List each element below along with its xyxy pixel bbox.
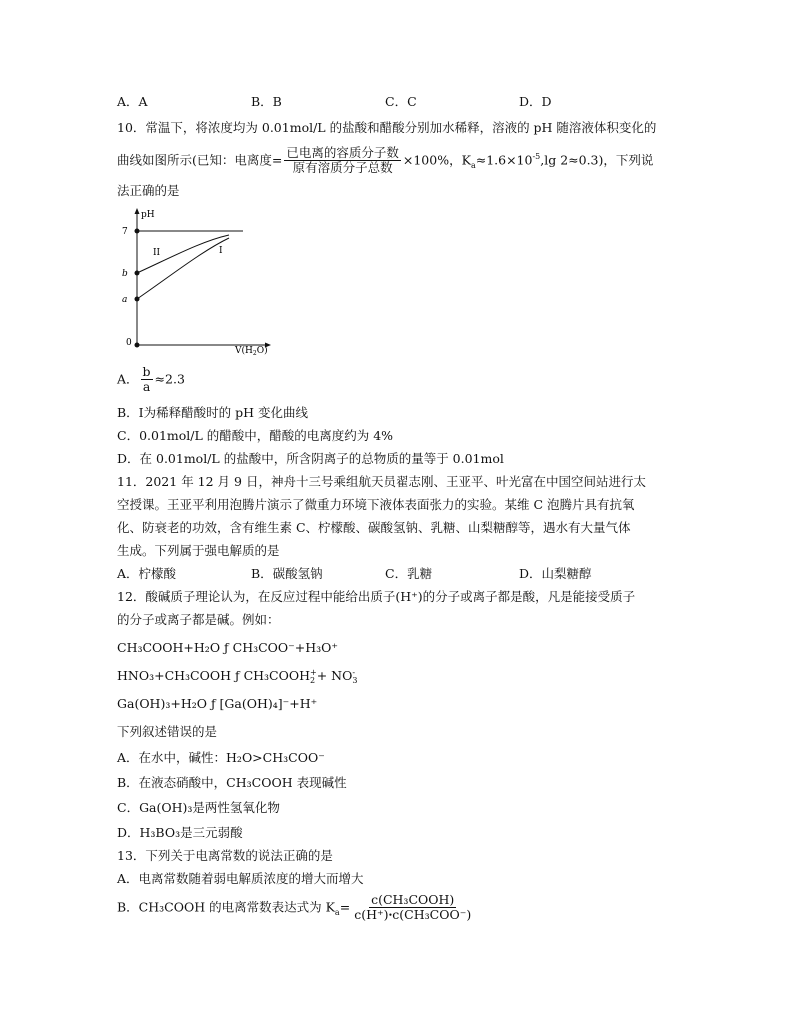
option-text: B．CH₃COOH 的电离常数表达式为 K — [117, 899, 335, 915]
q10-stem-line2 — [117, 146, 653, 176]
tick-a: a — [122, 295, 128, 305]
subscript: 2 — [310, 675, 316, 685]
q12-prompt: 下列叙述错误的是 — [117, 724, 218, 739]
equation-text: + NO — [316, 668, 353, 683]
tick-b: b — [122, 269, 128, 279]
point-a — [135, 297, 140, 302]
ka-subscript: a — [334, 907, 340, 917]
point-7 — [135, 229, 140, 234]
curve-i — [137, 238, 229, 299]
q12-equation-1: CH₃COOH+H₂O ƒ CH₃COO⁻+H₃O⁺ — [117, 640, 339, 655]
q10-stem-line3: 法正确的是 — [117, 183, 180, 198]
point-b — [135, 271, 140, 276]
q10-text: ×100%，K — [402, 152, 471, 168]
tick-7: 7 — [122, 227, 128, 237]
q12-equation-2 — [117, 668, 357, 685]
q11-stem-line1: 11．2021 年 12 月 9 日，神舟十三号乘组航天员翟志刚、王亚平、叶光富在中国空间站进行太 — [117, 474, 646, 489]
fraction-denominator: a — [142, 379, 151, 395]
q9-option-b[interactable]: B．B — [251, 94, 282, 109]
q11-stem-line3: 化、防衰老的功效，含有维生素 C、柠檬酸、碳酸氢钠、乳糖、山梨糖醇等，遇水有大量气体 — [117, 520, 631, 535]
q13-option-b[interactable] — [117, 893, 475, 923]
q11-option-a[interactable]: A．柠檬酸 — [117, 566, 177, 581]
q12-option-c[interactable]: C．Ga(OH)₃是两性氢氧化物 — [117, 800, 280, 815]
curve-ii-label: II — [153, 248, 161, 258]
y-axis-label: pH — [141, 210, 155, 220]
q9-option-a[interactable]: A．A — [117, 94, 148, 109]
superscript: + — [310, 667, 317, 677]
q11-option-c[interactable]: C．乳糖 — [385, 566, 433, 581]
option-text: = — [339, 899, 351, 915]
fraction-numerator: b — [142, 364, 151, 379]
q10-text: ,lg 2≈0.3)，下列说 — [540, 152, 654, 168]
q12-option-a[interactable]: A．在水中，碱性：H₂O>CH₃COO⁻ — [117, 750, 325, 765]
ka-subscript: a — [470, 160, 476, 170]
q10-text: 曲线如图所示(已知：电离度= — [117, 152, 283, 168]
q11-stem-line2: 空授课。王亚平利用泡腾片演示了微重力环境下液体表面张力的实验。某维 C 泡腾片具有抗氧 — [117, 497, 635, 512]
point-origin — [135, 343, 140, 348]
q9-option-c[interactable]: C．C — [385, 94, 417, 109]
q12-stem-line1: 12．酸碱质子理论认为，在反应过程中能给出质子(H⁺)的分子或离子都是酸，凡是能接受质子 — [117, 589, 636, 604]
fraction-denominator: 原有溶质分子总数 — [292, 160, 393, 176]
q11-option-d[interactable]: D．山梨糖醇 — [519, 566, 592, 581]
q9-option-d[interactable]: D．D — [519, 94, 552, 109]
q11-option-b[interactable]: B．碳酸氢钠 — [251, 566, 323, 581]
equation-text: HNO₃+CH₃COOH ƒ CH₃COOH — [117, 668, 311, 683]
ka-expression-fraction — [352, 893, 473, 923]
origin-label: 0 — [126, 338, 132, 348]
fraction-denominator: c(H⁺)ꞏc(CH₃COO⁻) — [354, 907, 472, 923]
q11-stem-line4: 生成。下列属于强电解质的是 — [117, 543, 280, 558]
q12-option-d[interactable]: D．H₃BO₃是三元弱酸 — [117, 825, 243, 840]
q10-option-a[interactable] — [117, 365, 185, 395]
q10-option-b[interactable]: B．Ⅰ为稀释醋酸时的 pH 变化曲线 — [117, 405, 308, 420]
ph-dilution-graph — [117, 205, 287, 358]
fraction-numerator: 已电离的容质分子数 — [286, 145, 399, 160]
q12-option-b[interactable]: B．在液态硝酸中，CH₃COOH 表现碱性 — [117, 775, 347, 790]
x-axis-label: $V(H_2O)$ — [235, 346, 268, 355]
y-axis-arrow-icon — [135, 208, 140, 214]
q12-stem-line2: 的分子或离子都是碱。例如： — [117, 612, 280, 627]
b-over-a-fraction — [141, 365, 153, 395]
exponent: -5 — [532, 152, 541, 162]
q13-stem: 13．下列关于电离常数的说法正确的是 — [117, 848, 333, 863]
option-text: ≈2.3 — [154, 371, 185, 387]
q10-text: ≈1.6×10 — [475, 152, 533, 168]
q11-options — [117, 566, 677, 581]
q9-options — [117, 94, 677, 109]
q12-equation-3: Ga(OH)₃+H₂O ƒ [Ga(OH)₄]⁻+H⁺ — [117, 696, 318, 711]
superscript: - — [352, 667, 356, 677]
fraction-numerator: c(CH₃COOH) — [371, 892, 455, 907]
q10-option-d[interactable]: D．在 0.01mol/L 的盐酸中，所含阴离子的总物质的量等于 0.01mol — [117, 451, 504, 466]
q13-option-a[interactable]: A．电离常数随着弱电解质浓度的增大而增大 — [117, 871, 364, 886]
option-letter: A． — [117, 371, 139, 387]
curve-i-label: I — [219, 246, 223, 256]
q10-stem-line1: 10．常温下，将浓度均为 0.01mol/L 的盐酸和醋酸分别加水稀释，溶液的 pH 随溶液体积变化的 — [117, 120, 657, 135]
curve-ii — [137, 235, 229, 273]
q10-option-c[interactable]: C．0.01mol/L 的醋酸中，醋酸的电离度约为 4% — [117, 428, 394, 443]
ionization-degree-fraction — [284, 146, 401, 176]
subscript: 3 — [352, 675, 358, 685]
